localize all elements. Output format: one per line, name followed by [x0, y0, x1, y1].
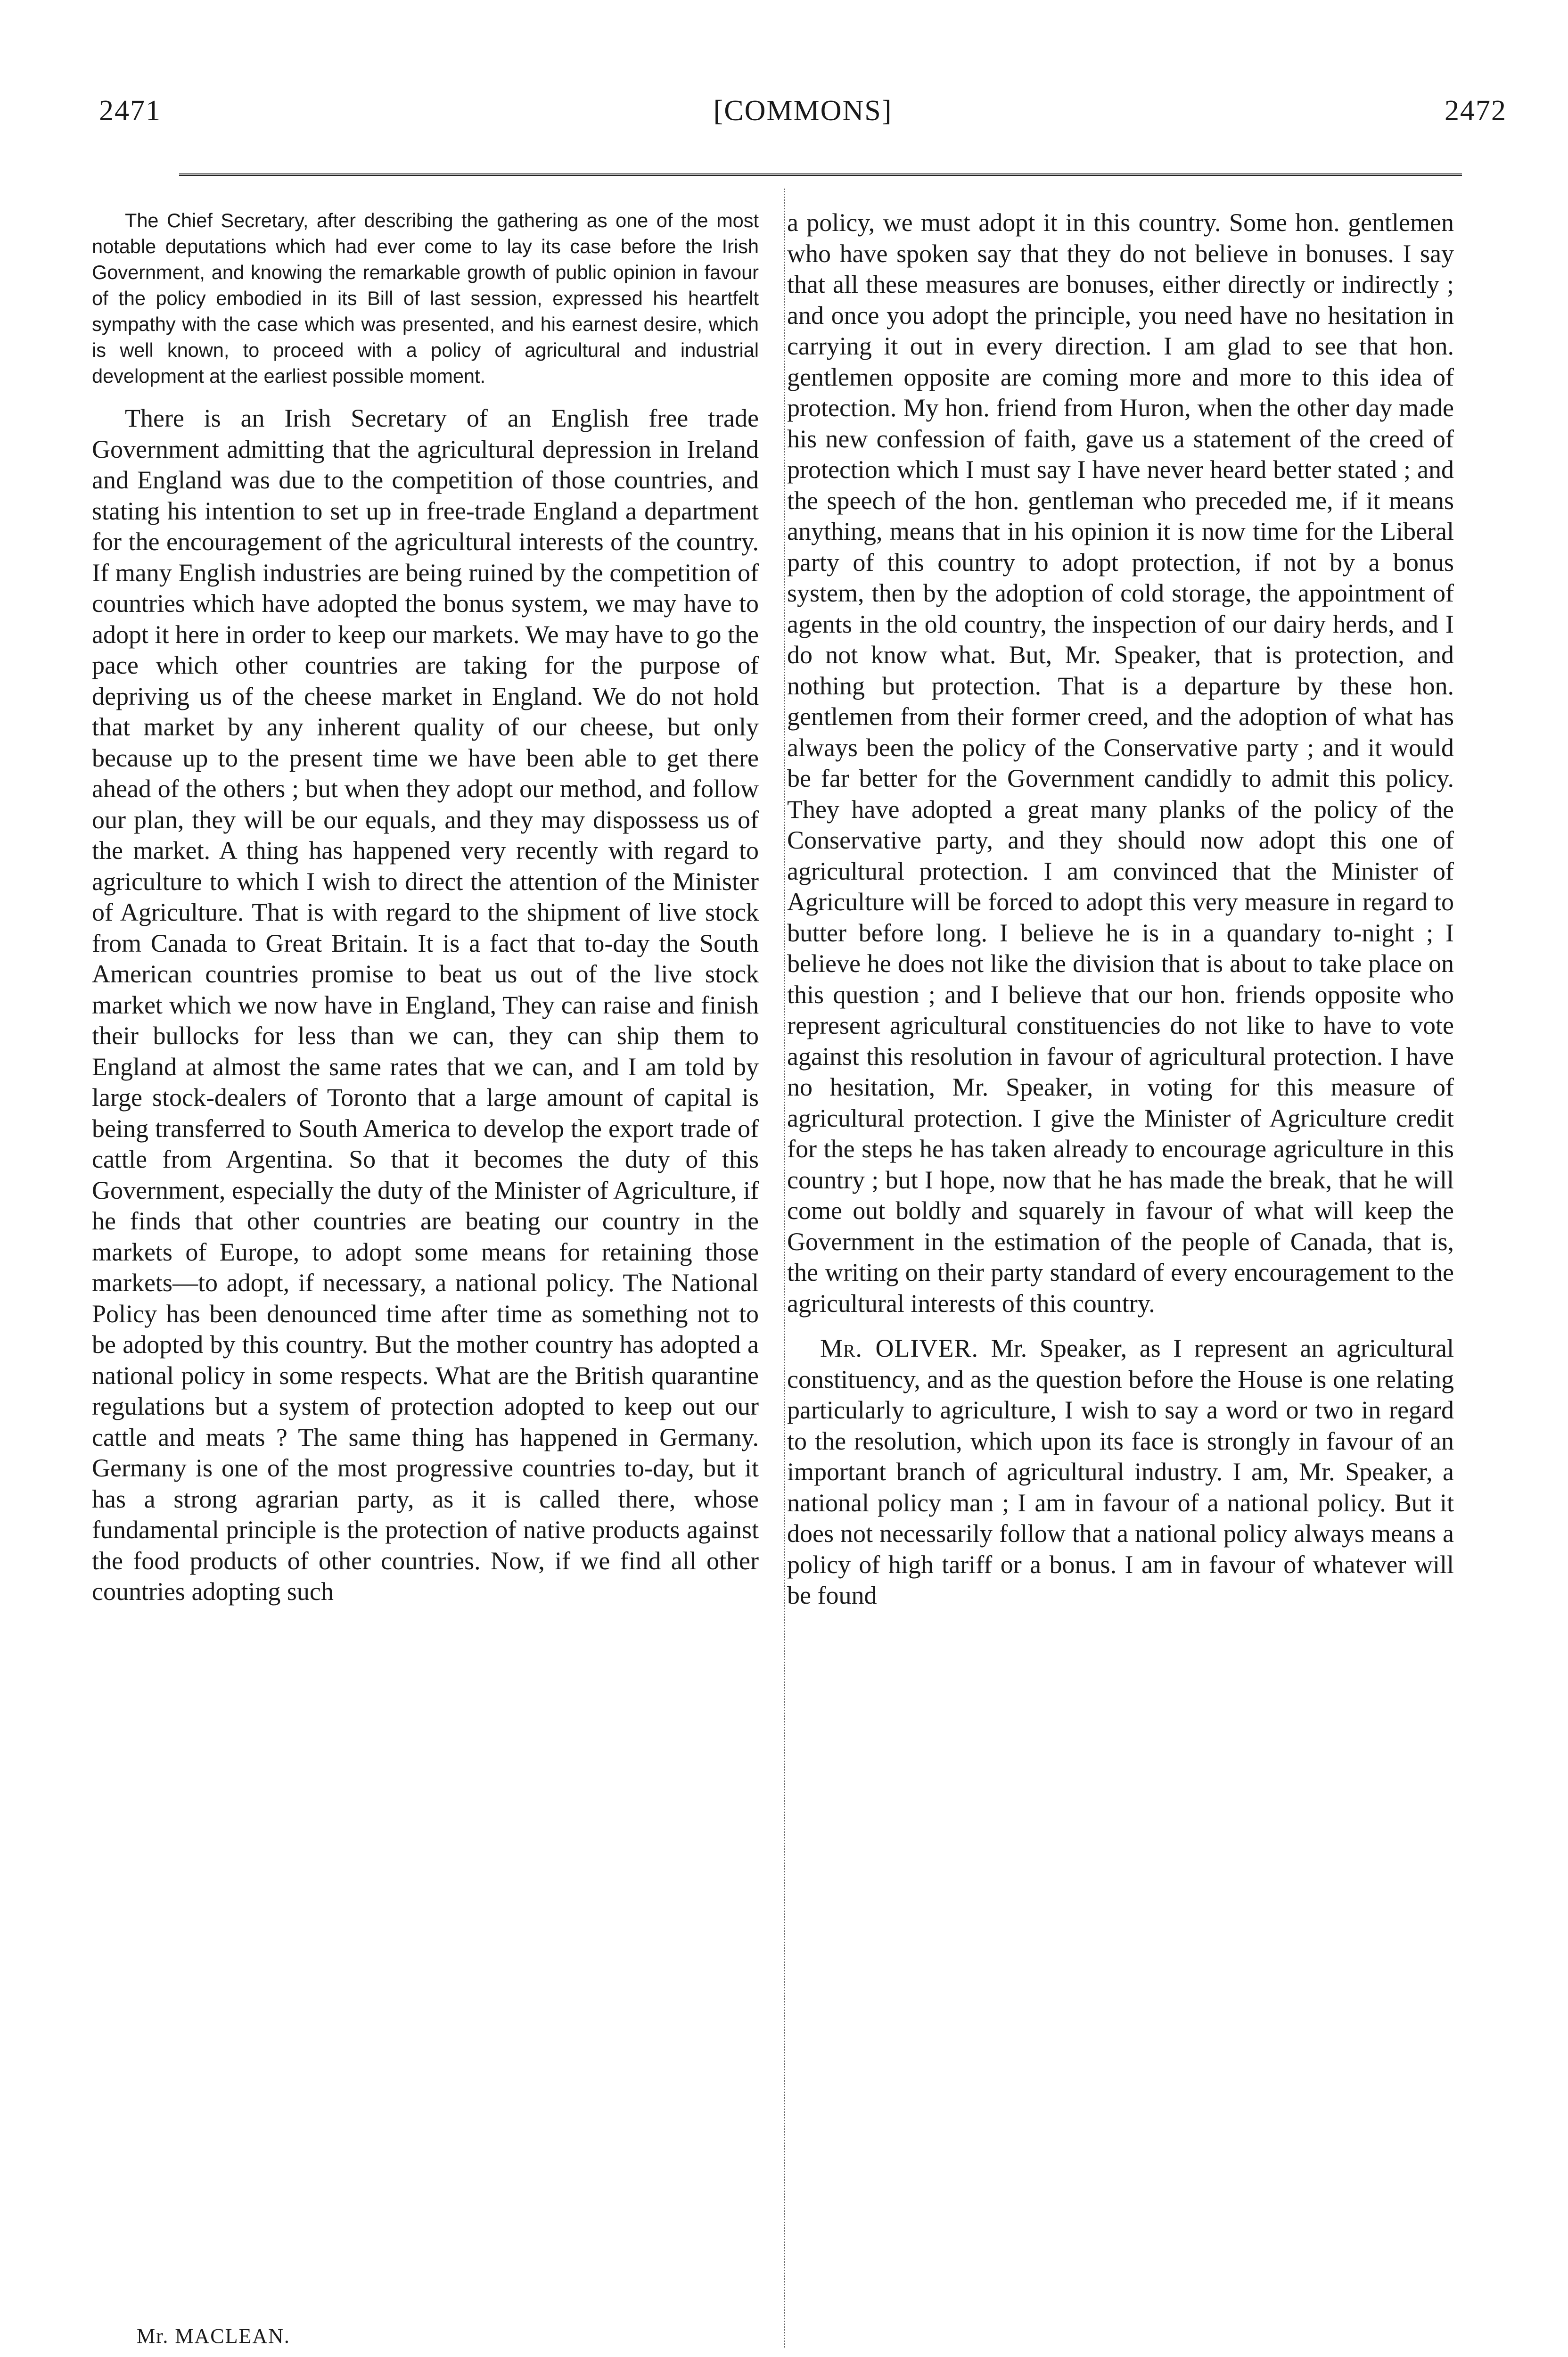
left-column	[92, 207, 759, 1607]
right-column	[787, 207, 1454, 1611]
page-header	[99, 94, 1507, 151]
speech-text: Mr. Speaker, as I represent an agricultural constituency, and as the question before the House is one relating particularly to agriculture, I wish to say a word or two in regard to the resolution, which upon its face is strongly in favour of an important branch of agricultural industry. I am, Mr. Speaker, a national policy man ; I am in favour of a national policy. But it does not necessarily follow that a national policy always means a policy of high tariff or a bonus. I am in favour of whatever will be found	[787, 1334, 1454, 1609]
quoted-digest: The Chief Secretary, after describing the gathering as one of the most notable deputations which had ever come to lay its case before the Irish Government, and knowing the remarkable growth of public opinion in favour of the policy embodied in its Bill of last session, expressed his heartfelt sympathy with the case which was presented, and his earnest desire, which is well known, to proceed with a policy of agricultural and industrial development at the earliest possible moment.	[92, 209, 759, 387]
column-divider	[784, 189, 785, 2348]
page-number-right: 2472	[1445, 95, 1507, 127]
footer-speaker-tag: Mr. MACLEAN.	[137, 2324, 290, 2348]
speech-paragraph	[787, 1333, 1454, 1611]
continued-paragraph: a policy, we must adopt it in this country. Some hon. gentlemen who have spoken say that they do not believe in bonuses. I say that all these measures are bonuses, either directly or indirectly ; and once you adopt the principle, you need have no hesitation in carrying it out in every direction. I am glad to see that hon. gentlemen opposite are coming more and more to this idea of protection. My hon. friend from Huron, when the other day made his new confession of faith, gave us a statement of the creed of protection which I must say I have never heard better stated ; and the speech of the hon. gentleman who preceded me, if it means anything, means that in his opinion it is now time for the Liberal party of this country to adopt protection, if not by a bonus system, then by the adoption of cold storage, the appointment of agents in the old country, the inspection of our dairy herds, and I do not know what. But, Mr. Speaker, that is protection, and nothing but protection. That is a departure by these hon. gentlemen from their former creed, and the adoption of what has always been the policy of the Conservative party ; and it would be far better for the Government candidly to admit this policy. They have adopted a great many planks of the policy of the Conservative party, and they should now adopt this one of agricultural protection. I am convinced that the Minister of Agriculture will be forced to adopt this very measure in regard to butter before long. I believe he is in a quandary to-night ; I believe he does not like the division that is about to take place on this question ; and I believe that our hon. friends opposite who represent agricultural constituencies do not like to have to vote against this resolution in favour of agricultural protection. I have no hesitation, Mr. Speaker, in voting for this measure of agricultural protection. I give the Minister of Agriculture credit for the steps he has taken already to encourage agriculture in this country ; but I hope, now that he has made the break, that he will come out boldly and squarely in favour of what will keep the Government in the estimation of the people of Canada, that is, the writing on their party standard of every encouragement to the agricultural interests of this country.	[787, 208, 1454, 1318]
page-title: [COMMONS]	[713, 95, 893, 127]
body-paragraph: There is an Irish Secretary of an English free trade Government admitting that the agricultural depression in Ireland and England was due to the competition of those countries, and stating his intention to set up in free-trade England a department for the encouragement of the agricultural interests of the country. If many English industries are being ruined by the competition of countries which have adopted the bonus system, we may have to adopt it here in order to keep our markets. We may have to go the pace which other countries are taking for the purpose of depriving us of the cheese market in England. We do not hold that market by any inherent quality of our cheese, but only because up to the present time we have been able to get there ahead of the others ; but when they adopt our method, and follow our plan, they will be our equals, and they may dispossess us of the market. A thing has happened very recently with regard to agriculture to which I wish to direct the attention of the Minister of Agriculture. That is with regard to the shipment of live stock from Canada to Great Britain. It is a fact that to-day the South American countries promise to beat us out of the live stock market which we now have in England, They can raise and finish their bullocks for less than we can, they can ship them to England at almost the same rates that we can, and I am told by large stock-dealers of Toronto that a large amount of capital is being transferred to South America to develop the export trade of cattle from Argentina. So that it becomes the duty of this Government, especially the duty of the Minister of Agriculture, if he finds that other countries are beating our country in the markets of Europe, to adopt some means for retaining those markets—to adopt, if necessary, a national policy. The National Policy has been denounced time after time as something not to be adopted by this country. But the mother country has adopted a national policy in some respects. What are the British quarantine regulations but a system of protection adopted to keep out our cattle and meats ? The same thing has happened in Germany. Germany is one of the most progressive countries to-day, but it has a strong agrarian party, as it is called there, whose fundamental principle is the protection of native products against the food products of other countries. Now, if we find all other countries adopting such	[92, 404, 759, 1606]
header-rule	[179, 173, 1462, 180]
speaker-name: Mr. OLIVER.	[820, 1334, 978, 1362]
page-number-left: 2471	[99, 95, 161, 127]
